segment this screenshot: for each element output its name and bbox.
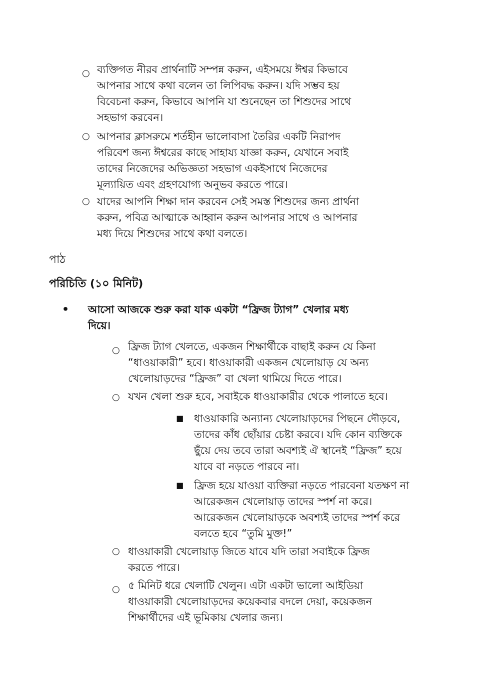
hollow-circle-bullet-icon: ○ [112,346,120,356]
game-step-2 [112,389,432,405]
hollow-circle-bullet-icon: ○ [82,197,90,207]
hollow-circle-bullet-icon: ○ [112,585,120,595]
intro-bullet [62,302,412,334]
text-line: ব্যক্তিগত নীরব প্রার্থনাটি সম্পন্ন করুন, এইসময়ে ঈশ্বর কিভাবে [97,64,348,76]
text-line: ছুঁয়ে দেয় তবে তারা অবশ্যই ঐ স্থানেই “ফ্রিজ” হয়ে [194,445,402,457]
text-line: আরেকজন খেলোয়াড় তাদের স্পর্শ না করে। [194,496,373,508]
text-line: সহভাগ করবেন। [97,112,164,124]
intro-title: পরিচিতি (১০ মিনিট) [49,277,144,290]
game-step-4 [112,578,432,626]
text-line: করতে পারে। [128,562,180,574]
text-line: ধাওয়াকারী খেলোয়াড় জিতে যাবে যদি তারা সবাইকে ফ্রিজ [128,546,370,558]
text-line: আসো আজকে শুরু করা যাক একটা “ফ্রিজ ট্যাগ” খেলার মধ্য [88,304,349,316]
hollow-circle-bullet-icon: ○ [112,393,120,403]
text-line: যাবে বা নড়তে পারবে না। [194,461,300,473]
text-line: মধ্য দিয়ে শিশুদের সাথে কথা বলতে। [97,228,248,240]
text-line: আপনার সাথে কথা বলেন তা লিপিবদ্ধ করুন। যদি সম্ভব হয় [97,80,340,92]
rule-2 [176,478,456,542]
rule-1 [176,411,456,475]
section-title: পাঠ [49,253,66,266]
text-line: বিবেচনা করুন, কিভাবে আপনি যা শুনেছেন তা শিশুদের সাথে [97,96,352,108]
filled-dot-bullet-icon: • [62,303,70,316]
game-step-1 [112,339,422,387]
text-line: ফ্রিজ ট্যাগ খেলতে, একজন শিক্ষার্থীকে বাছাই করুন যে কিনা [128,341,376,353]
text-line: যাদের আপনি শিক্ষা দান করবেন সেই সমস্ত শিশুদের জন্য প্রার্থনা [97,196,360,208]
text-line: করুন, পবিত্র আত্মাকে আহ্বান করুন আপনার সাথে ও আপনার [97,212,358,224]
square-bullet-icon: ■ [176,414,184,423]
text-line: তাদের নিজেদের অভিজ্ঞতা সহভাগ একইসাথে নিজেদের [97,163,328,175]
text-line: বলতে হবে “তুমি মুক্ত!” [194,528,293,540]
hollow-circle-bullet-icon: ○ [82,132,90,142]
text-line: মূল্যায়িত এবং গ্রহণযোগ্য অনুভব করতে পারে। [97,179,288,191]
prayer-item-2 [82,129,422,193]
text-line: ৫ মিনিট ধরে খেলাটি খেলুন। এটা একটা ভালো আইডিয়া [128,580,363,592]
text-line: “ধাওয়াকারী” হবে। ধাওয়াকারী একজন খেলোয়াড় যে অন্য [128,357,369,369]
prayer-item-3 [82,194,422,242]
prayer-item-1 [82,62,422,126]
text-line: যখন খেলা শুরু হবে, সবাইকে ধাওয়াকারীর থেকে পালাতে হবে। [128,391,388,403]
text-line: ধাওয়াকারী খেলোয়াড়দের কয়েকবার বদলে দেয়া, কয়েকজন [128,596,372,608]
text-line: ধাওয়াকারি অন্যান্য খেলোয়াড়দের পিছনে দৌড়বে, [194,413,401,425]
text-line: পরিবেশ জন্য ঈশ্বরের কাছে সাহায্য যাজ্ঞা করুন, যেখানে সবাই [97,147,349,159]
game-step-3 [112,544,432,576]
text-line: শিক্ষার্থীদের এই ভূমিকায় খেলার জন্য। [128,612,283,624]
square-bullet-icon: ■ [176,481,184,490]
text-line: আপনার ক্লাসরুমে শর্তহীন ভালোবাসা তৈরির একটি নিরাপদ [97,131,341,143]
text-line: আরেকজন খেলোয়াড়কে অবশ্যই তাদের স্পর্শ করে [194,512,400,524]
text-line: দিয়ে। [88,320,111,332]
text-line: তাদের কাঁধ ছোঁয়ার চেষ্টা করবে। যদি কোন ব্যক্তিকে [194,429,402,441]
text-line: ফ্রিজ হয়ে যাওয়া ব্যক্তিরা নড়তে পারবেনা যতক্ষণ না [194,480,410,492]
text-line: খেলোয়াড়দের “ফ্রিজ” বা খেলা থামিয়ে দিতে পারে। [128,373,342,385]
hollow-circle-bullet-icon: ○ [112,547,120,557]
hollow-circle-bullet-icon: ○ [82,69,90,79]
